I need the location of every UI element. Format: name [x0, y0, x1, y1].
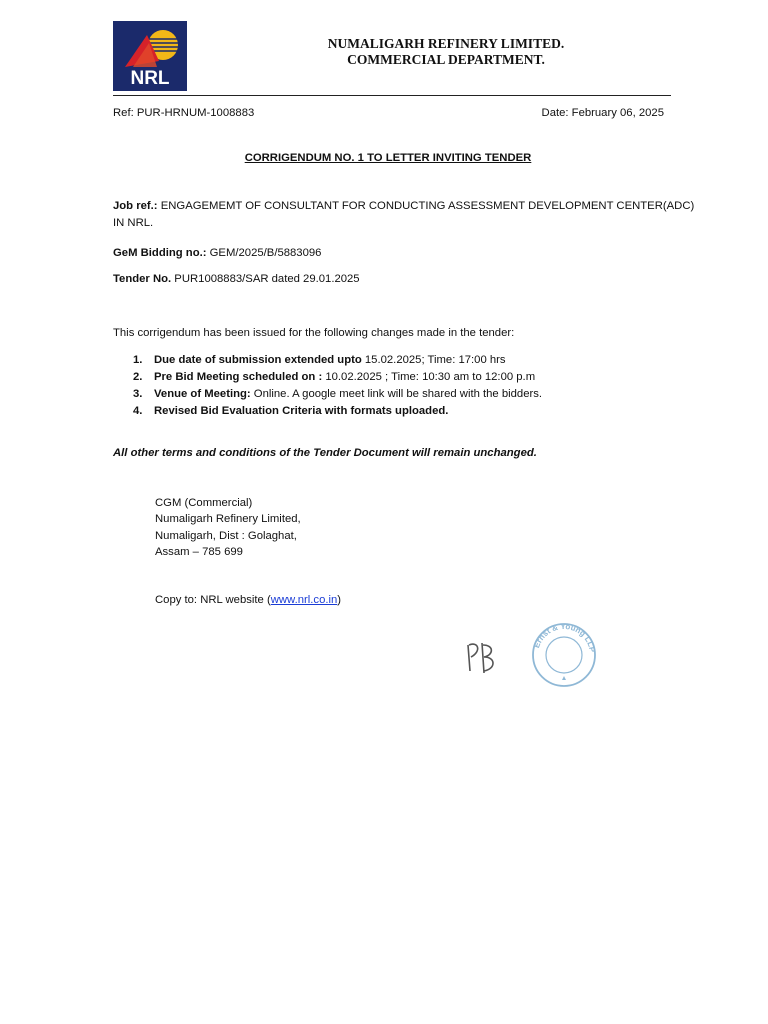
reference-number: Ref: PUR-HRNUM-1008883	[113, 107, 255, 119]
intro-text: This corrigendum has been issued for the following changes made in the tender:	[113, 327, 515, 339]
gem-bidding-line	[113, 247, 321, 259]
list-item: 3. Venue of Meeting: Online. A google meet link will be shared with the bidders.	[133, 388, 543, 400]
nrl-website-link[interactable]: www.nrl.co.in	[270, 594, 338, 606]
job-ref-line	[113, 200, 694, 212]
list-item: 1. Due date of submission extended upto 15.02.2025; Time: 17:00 hrs	[133, 354, 506, 366]
document-title: CORRIGENDUM NO. 1 TO LETTER INVITING TENDER	[244, 152, 532, 164]
signatory-company: Numaligarh Refinery Limited,	[155, 513, 301, 526]
nrl-logo	[113, 21, 187, 91]
list-item: 2. Pre Bid Meeting scheduled on : 10.02.2025 ; Time: 10:30 am to 12:00 p.m	[133, 371, 536, 383]
closing-note: All other terms and conditions of the Tender Document will remain unchanged.	[113, 447, 537, 459]
job-ref-value: ENGAGEMEMT OF CONSULTANT FOR CONDUCTING ASSESSMENT DEVELOPMENT CENTER(ADC)	[157, 200, 695, 212]
job-ref-value-cont: IN NRL.	[113, 217, 154, 229]
gem-bidding-value: GEM/2025/B/5883096	[206, 247, 322, 259]
tender-no-value: PUR1008883/SAR dated 29.01.2025	[171, 273, 360, 285]
signatory-title: CGM (Commercial)	[155, 497, 253, 509]
handwritten-initials	[462, 635, 502, 679]
copy-to-line: Copy to: NRL website (www.nrl.co.in)	[155, 594, 342, 606]
list-item: 4. Revised Bid Evaluation Criteria with formats uploaded.	[133, 405, 449, 417]
logo-text: NRL	[130, 68, 170, 89]
tender-no-line	[113, 273, 360, 285]
signatory-block	[155, 495, 301, 561]
job-ref-label: Job ref.:	[113, 200, 158, 212]
department-name: COMMERCIAL DEPARTMENT.	[347, 52, 545, 67]
gem-bidding-label: GeM Bidding no.:	[113, 247, 207, 259]
signatory-address: Numaligarh, Dist : Golaghat,	[155, 529, 297, 542]
signatory-state: Assam – 785 699	[155, 546, 243, 559]
org-name: NUMALIGARH REFINERY LIMITED.	[327, 36, 565, 51]
tender-no-label: Tender No.	[113, 273, 172, 285]
header-divider	[113, 95, 671, 96]
company-stamp	[528, 622, 600, 688]
svg-text:Ernst & Young LLP: Ernst & Young LLP	[532, 622, 597, 654]
letter-date: Date: February 06, 2025	[541, 107, 664, 119]
changes-list	[113, 352, 542, 420]
